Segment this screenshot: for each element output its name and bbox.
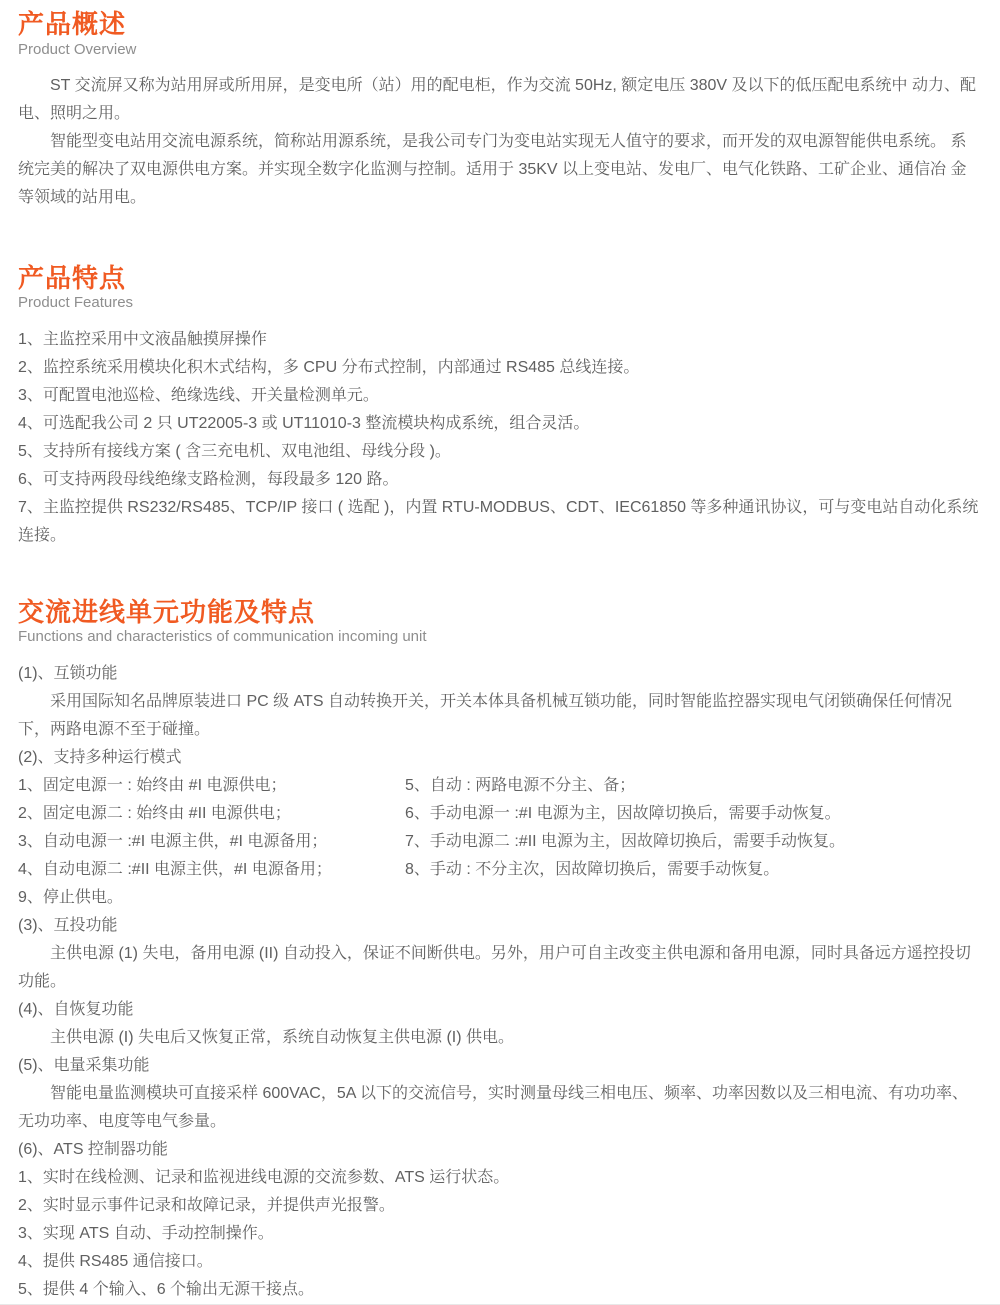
operation-modes-grid [18,772,982,884]
subheading-ats-controller: (6)、ATS 控制器功能 [18,1140,168,1158]
list-item: 3、自动电源一 :#I 电源主供，#I 电源备用； [18,832,328,850]
list-item: 5、提供 4 个输入、6 个输出无源干接点。 [18,1280,315,1298]
overview-paragraph-1: ST 交流屏又称为站用屏或所用屏，是变电所（站）用的配电柜，作为交流 50Hz, 额定电压 380V 及以下的低压配电系统中 动力、配电、照明之用。 [18,76,976,122]
list-item: 4、自动电源二 :#II 电源主供，#I 电源备用； [18,860,332,878]
subheading-self-recovery: (4)、自恢复功能 [18,1000,134,1018]
list-item: 5、自动 : 两路电源不分主、备； [405,776,636,794]
mode-stop-item: 9、停止供电。 [18,888,123,906]
section-title-incoming-unit: 交流进线单元功能及特点 [18,596,316,627]
list-item: 1、实时在线检测、记录和监视进线电源的交流参数、ATS 运行状态。 [18,1168,510,1186]
section-subtitle-product-features: Product Features [18,294,134,312]
self-recovery-paragraph: 主供电源 (I) 失电后又恢复正常，系统自动恢复主供电源 (I) 供电。 [50,1028,514,1046]
mutual-switch-paragraph: 主供电源 (1) 失电，备用电源 (II) 自动投入，保证不间断供电。另外，用户可自主改变主供电源和备用电源，同时具备远方遥控投切功能。 [18,944,971,990]
interlock-paragraph: 采用国际知名品牌原装进口 PC 级 ATS 自动转换开关，开关本体具备机械互锁功能，同时智能监控器实现电气闭锁确保任何情况下，两路电源不至于碰撞。 [18,692,952,738]
list-item: 5、支持所有接线方案 ( 含三充电机、双电池组、母线分段 )。 [18,442,451,460]
product-features-list [18,326,982,550]
section-product-features-header [18,264,982,312]
list-item: 2、监控系统采用模块化积木式结构，多 CPU 分布式控制，内部通过 RS485 总线连接。 [18,358,640,376]
list-item: 3、可配置电池巡检、绝缘选线、开关量检测单元。 [18,386,379,404]
overview-paragraph-2: 智能型变电站用交流电源系统，简称站用源系统，是我公司专门为变电站实现无人值守的要求，而开发的双电源智能供电系统。 系统完美的解决了双电源供电方案。并实现全数字化监测与控制。适用于 35KV 以上变电站、发电厂、电气化铁路、工矿企业、通信冶 金等领域的站用电。 [18,132,967,206]
list-item: 7、主监控提供 RS232/RS485、TCP/IP 接口 ( 选配 )，内置 RTU-MODBUS、CDT、IEC61850 等多种通讯协议，可与变电站自动化系统连接。 [18,498,979,544]
list-item: 2、固定电源二 : 始终由 #II 电源供电； [18,804,291,822]
list-item: 8、手动 : 不分主次，因故障切换后，需要手动恢复。 [405,860,780,878]
section-subtitle-incoming-unit: Functions and characteristics of communication incoming unit [18,628,427,646]
list-item: 3、实现 ATS 自动、手动控制操作。 [18,1224,274,1242]
list-item: 1、主监控采用中文液晶触摸屏操作 [18,330,267,348]
subheading-mutual-switch: (3)、互投功能 [18,916,118,934]
section-title-product-features: 产品特点 [18,262,127,293]
subheading-operation-modes: (2)、支持多种运行模式 [18,748,182,766]
subheading-energy-collection: (5)、电量采集功能 [18,1056,150,1074]
section-subtitle-product-overview: Product Overview [18,40,137,58]
section-product-overview-header [18,10,982,58]
subheading-interlock: (1)、互锁功能 [18,664,118,682]
list-item: 6、可支持两段母线绝缘支路检测，每段最多 120 路。 [18,470,399,488]
ats-controller-list [18,1164,982,1304]
section-incoming-unit-header [18,598,982,646]
list-item: 2、实时显示事件记录和故障记录，并提供声光报警。 [18,1196,395,1214]
list-item: 7、手动电源二 :#II 电源为主，因故障切换后，需要手动恢复。 [405,832,846,850]
list-item: 6、手动电源一 :#I 电源为主，因故障切换后，需要手动恢复。 [405,804,841,822]
operation-modes-right-column [405,772,982,884]
list-item: 1、固定电源一 : 始终由 #I 电源供电； [18,776,287,794]
list-item: 4、可选配我公司 2 只 UT22005-3 或 UT11010-3 整流模块构成系统，组合灵活。 [18,414,590,432]
operation-modes-left-column [18,772,405,884]
section-title-product-overview: 产品概述 [18,9,127,39]
list-item: 4、提供 RS485 通信接口。 [18,1252,213,1270]
energy-collection-paragraph: 智能电量监测模块可直接采样 600VAC，5A 以下的交流信号，实时测量母线三相电压、频率、功率因数以及三相电流、有功功率、无功功率、电度等电气参量。 [18,1084,968,1130]
